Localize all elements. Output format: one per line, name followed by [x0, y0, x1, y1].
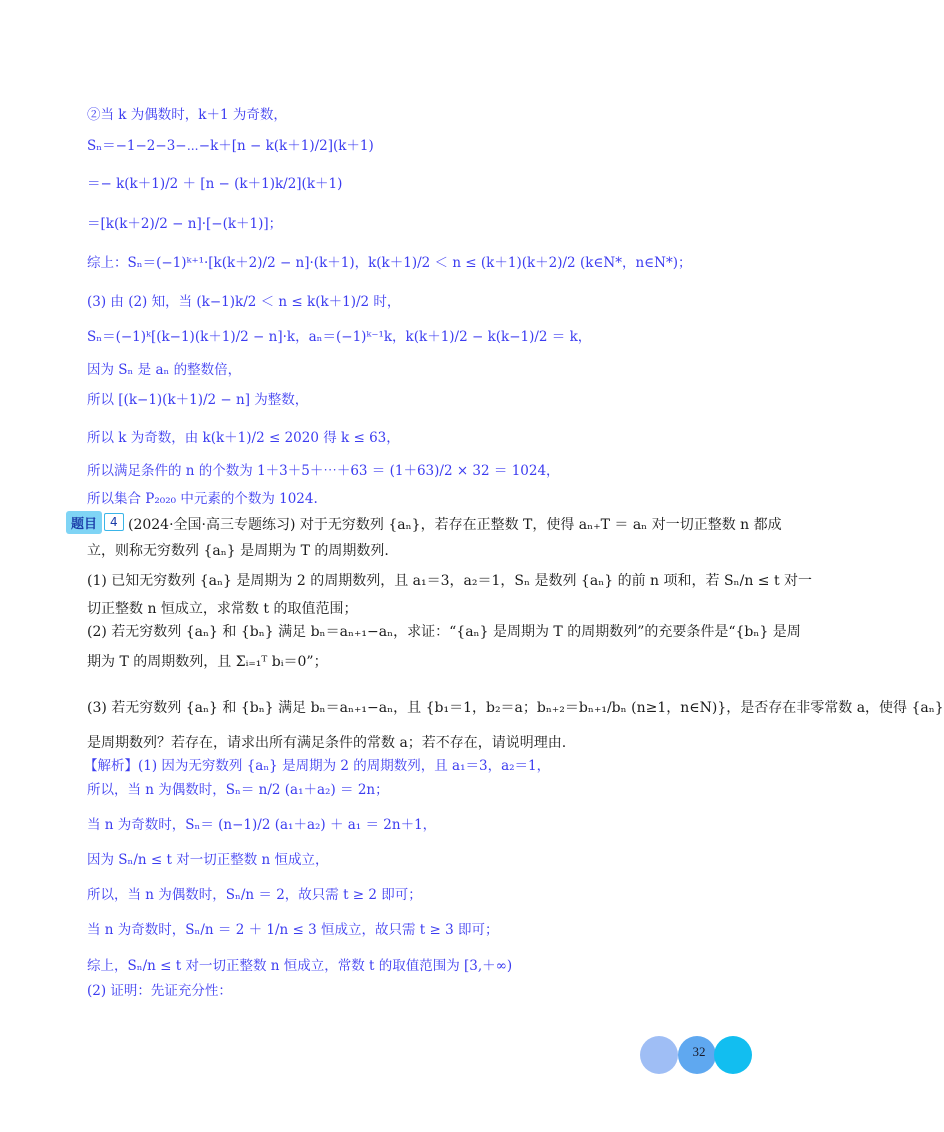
analysis-line: 所以，当 n 为偶数时，Sₙ/n ＝ 2，故只需 t ≥ 2 即可； [87, 887, 422, 903]
solution-line: 所以满足条件的 n 的个数为 1＋3＋5＋⋯＋63 ＝ (1＋63)/2 × 32 ＝ 1024， [87, 463, 560, 479]
problem-tag-label: 题目 [66, 511, 102, 534]
analysis-line: 所以，当 n 为偶数时，Sₙ＝ n/2 (a₁＋a₂) ＝ 2n； [87, 782, 389, 798]
decor-circle-right [714, 1036, 752, 1074]
page-number: 32 [692, 1044, 706, 1059]
solution-line: 综上：Sₙ＝(−1)ᵏ⁺¹·[k(k＋2)/2 − n]·(k＋1)，k(k＋1)/2 ＜ n ≤ (k＋1)(k＋2)/2 (k∈N*，n∈N*)； [87, 255, 692, 271]
analysis-line: 【解析】(1) 因为无穷数列 {aₙ} 是周期为 2 的周期数列，且 a₁＝3，a₂＝1， [84, 758, 551, 774]
problem-number: 4 [104, 513, 124, 531]
problem-text: 是周期数列？若存在，请求出所有满足条件的常数 a；若不存在，请说明理由. [87, 735, 567, 751]
problem-text: 立，则称无穷数列 {aₙ} 是周期为 T 的周期数列. [87, 543, 389, 559]
problem-tag [66, 511, 124, 533]
solution-line: ②当 k 为偶数时，k＋1 为奇数， [87, 107, 287, 123]
solution-line: ＝[k(k＋2)/2 − n]·[−(k＋1)]； [87, 216, 283, 232]
analysis-line: (2) 证明：先证充分性： [87, 983, 232, 999]
solution-line: Sₙ＝−1−2−3−⋯−k＋[n − k(k＋1)/2](k＋1) [87, 138, 374, 154]
solution-line: Sₙ＝(−1)ᵏ[(k−1)(k＋1)/2 − n]·k，aₙ＝(−1)ᵏ⁻¹k，k(k＋1)/2 − k(k−1)/2 ＝ k， [87, 329, 592, 345]
analysis-line: 综上，Sₙ/n ≤ t 对一切正整数 n 恒成立，常数 t 的取值范围为 [3,＋∞) [87, 958, 513, 974]
analysis-line: 当 n 为奇数时，Sₙ/n ＝ 2 ＋ 1/n ≤ 3 恒成立，故只需 t ≥ 3 即可； [87, 922, 499, 938]
problem-text: (3) 若无穷数列 {aₙ} 和 {bₙ} 满足 bₙ＝aₙ₊₁−aₙ，且 {b₁＝1，b₂＝a；bₙ₊₂＝bₙ₊₁/bₙ (n≥1，n∈N)}，是否存在非零常数 a，使得 {aₙ} [87, 700, 944, 716]
solution-line: (3) 由 (2) 知，当 (k−1)k/2 ＜ n ≤ k(k＋1)/2 时， [87, 294, 401, 310]
solution-line: 所以 [(k−1)(k＋1)/2 − n] 为整数， [87, 392, 309, 408]
solution-line: 因为 Sₙ 是 aₙ 的整数倍， [87, 362, 242, 378]
problem-text: 切正整数 n 恒成立，求常数 t 的取值范围； [87, 601, 358, 617]
solution-line: 所以 k 为奇数，由 k(k＋1)/2 ≤ 2020 得 k ≤ 63， [87, 430, 400, 446]
problem-text: 期为 T 的周期数列，且 Σᵢ₌₁ᵀ bᵢ＝0”； [87, 654, 328, 670]
problem-text: (2024·全国·高三专题练习) 对于无穷数列 {aₙ}，若存在正整数 T，使得 aₙ₊T ＝ aₙ 对一切正整数 n 都成 [128, 517, 782, 533]
problem-text: (2) 若无穷数列 {aₙ} 和 {bₙ} 满足 bₙ＝aₙ₊₁−aₙ，求证：“{aₙ} 是周期为 T 的周期数列”的充要条件是“{bₙ} 是周 [87, 624, 801, 640]
analysis-line: 当 n 为奇数时，Sₙ＝ (n−1)/2 (a₁＋a₂) ＋ a₁ ＝ 2n＋1， [87, 817, 437, 833]
solution-line: ＝− k(k＋1)/2 ＋ [n − (k＋1)k/2](k＋1) [87, 176, 343, 192]
solution-line: 所以集合 P₂₀₂₀ 中元素的个数为 1024. [87, 491, 318, 507]
decor-circle-left [640, 1036, 678, 1074]
problem-text: (1) 已知无穷数列 {aₙ} 是周期为 2 的周期数列，且 a₁＝3，a₂＝1，Sₙ 是数列 {aₙ} 的前 n 项和，若 Sₙ/n ≤ t 对一 [87, 573, 813, 589]
analysis-line: 因为 Sₙ/n ≤ t 对一切正整数 n 恒成立， [87, 852, 329, 868]
